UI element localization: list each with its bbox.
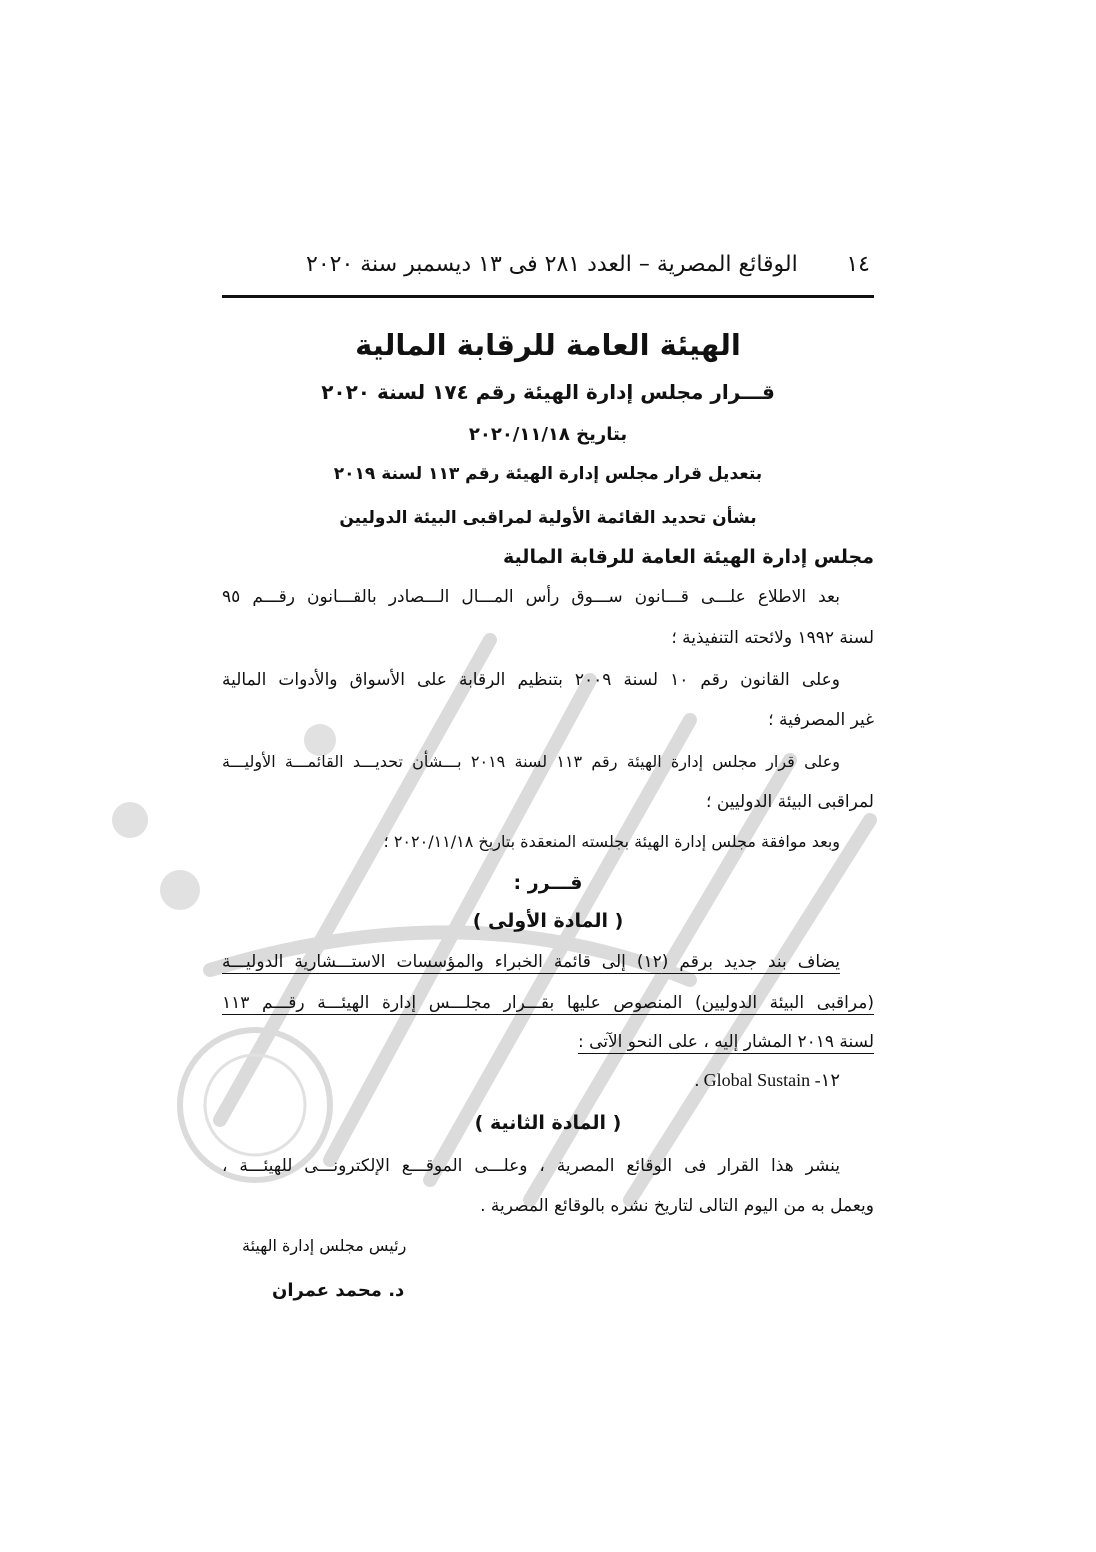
subject-line: بشأن تحديد القائمة الأولية لمراقبى البيئة الدوليين xyxy=(339,508,757,528)
decree-title: قـــرار مجلس إدارة الهيئة رقم ١٧٤ لسنة ٢٠٢٠ xyxy=(321,380,775,404)
preamble-2-line-2: غير المصرفية ؛ xyxy=(768,710,874,730)
article-2-heading: ( المادة الثانية ) xyxy=(474,1112,622,1134)
signature-name: د. محمد عمران xyxy=(272,1280,405,1301)
article-1-heading: ( المادة الأولى ) xyxy=(472,910,624,932)
page-number: ١٤ xyxy=(846,252,870,277)
authority-title: الهيئة العامة للرقابة المالية xyxy=(355,328,741,362)
preamble-3-line-1: وعلى قرار مجلس إدارة الهيئة رقم ١١٣ لسنة ٢٠١٩ بـــشأن تحديـــد القائمـــة الأوليـــة xyxy=(222,752,840,771)
preamble-1-line-1: بعد الاطلاع علـــى قـــانون ســـوق رأس المـــال الـــصادر بالقـــانون رقـــم ٩٥ xyxy=(222,587,840,607)
amends-line: بتعديل قرار مجلس إدارة الهيئة رقم ١١٣ لسنة ٢٠١٩ xyxy=(333,464,763,484)
issuer-line: مجلس إدارة الهيئة العامة للرقابة المالية xyxy=(503,546,874,568)
decree-date: بتاريخ ٢٠٢٠/١١/١٨ xyxy=(468,424,628,445)
signature-role: رئيس مجلس إدارة الهيئة xyxy=(242,1236,407,1255)
article-1-line-3: لسنة ٢٠١٩ المشار إليه ، على النحو الآتى : xyxy=(577,1032,874,1052)
running-title: الوقائع المصرية – العدد ٢٨١ فى ١٣ ديسمبر سنة ٢٠٢٠ xyxy=(306,252,798,277)
decided-heading: قـــرر : xyxy=(513,872,583,894)
article-2-line-1: ينشر هذا القرار فى الوقائع المصرية ، وعلـــى الموقـــع الإلكترونـــى للهيئـــة ، xyxy=(222,1156,840,1176)
preamble-2-line-1: وعلى القانون رقم ١٠ لسنة ٢٠٠٩ بتنظيم الرقابة على الأسواق والأدوات المالية xyxy=(222,670,840,690)
preamble-1-line-2: لسنة ١٩٩٢ ولائحته التنفيذية ؛ xyxy=(671,628,874,648)
preamble-4-line-1: وبعد موافقة مجلس إدارة الهيئة بجلسته المنعقدة بتاريخ ٢٠٢٠/١١/١٨ ؛ xyxy=(383,832,840,851)
article-1-line-2: (مراقبى البيئة الدوليين) المنصوص عليها بقـــرار مجلـــس إدارة الهيئـــة رقـــم ١١٣ xyxy=(222,993,874,1013)
preamble-3-line-2: لمراقبى البيئة الدوليين ؛ xyxy=(706,792,874,812)
article-1-item: ١٢- Global Sustain . xyxy=(694,1070,840,1090)
article-2-line-2: ويعمل به من اليوم التالى لتاريخ نشره بالوقائع المصرية . xyxy=(480,1196,874,1216)
header-rule xyxy=(222,295,874,298)
article-1-line-1: يضاف بند جديد برقم (١٢) إلى قائمة الخبراء والمؤسسات الاستـــشارية الدوليـــة xyxy=(222,952,840,972)
running-header xyxy=(222,252,874,288)
